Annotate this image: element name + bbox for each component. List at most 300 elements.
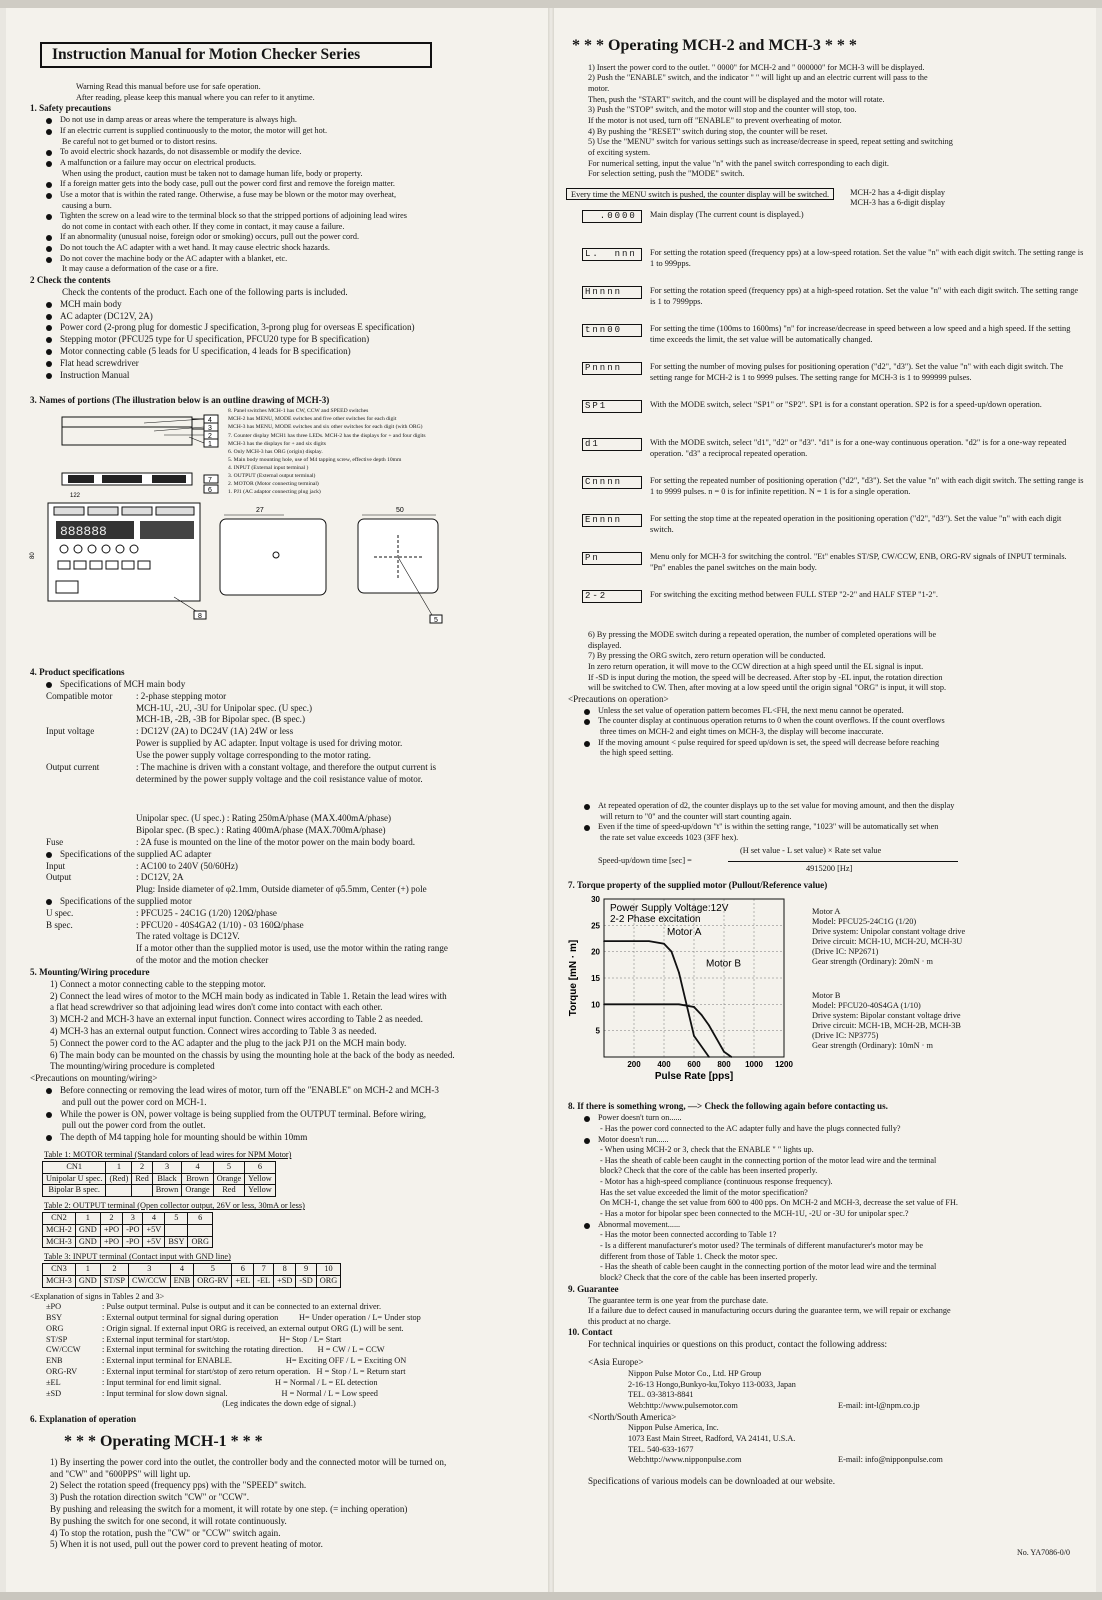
menu-description: For switching the exciting method between FULL STEP "2-2" and HALF STEP "1-2". <box>650 589 939 599</box>
asia-heading: <Asia Europe> <box>588 1357 644 1368</box>
troubleshooting-item: Abnormal movement...... <box>568 1220 1084 1231</box>
display-digit-note <box>850 188 945 208</box>
series-point <box>723 1051 725 1053</box>
mch23-step: 3) Push the "STOP" switch, and the motor will stop and the counter will stop, too. <box>588 105 857 115</box>
x-tick-label: 800 <box>717 1060 731 1070</box>
chart-title: Power Supply Voltage:12V <box>610 903 729 915</box>
mch1-step: By pushing the switch for one second, it will rotate continuously. <box>50 1515 287 1526</box>
na-address-line: 1073 East Main Street, Radford, VA 24141, U.S.A. <box>628 1434 796 1444</box>
spec-motor: Specifications of the supplied motor <box>30 896 544 908</box>
sign-value: : Pulse output terminal. Pulse is output and it can be connected to an external driver. <box>102 1302 382 1312</box>
mch23-step: 2) Push the "ENABLE" switch, and the indicator " " will light up and an electric current will pass to the <box>588 73 928 83</box>
sign-row <box>46 1302 544 1313</box>
mch1-step: 4) To stop the rotation, push the "CW" or "CCW" switch again. <box>50 1527 281 1538</box>
table-cell: +PO <box>100 1224 122 1236</box>
motor-a-line: (Drive IC: NP2671) <box>812 947 879 957</box>
operation-precaution: If the moving amount < pulse required for speed up/down is set, the speed will decrease before reaching <box>568 738 1084 749</box>
spec-row <box>24 920 544 932</box>
wiring-step: 6) The main body can be mounted on the chassis by using the mounting hole at the back of the body as needed. <box>50 1049 455 1060</box>
table-cell <box>165 1224 188 1236</box>
table-cell: +PO <box>100 1236 122 1248</box>
table-header-cell: 7 <box>254 1264 274 1276</box>
spec-row <box>24 825 544 837</box>
spec-key: Output current <box>46 761 100 772</box>
wiring-step: a flat head screwdriver so that adjoining lead wires don't come into contact with each other. <box>50 1002 383 1013</box>
sign-row <box>46 1378 544 1389</box>
menu-code: d1 <box>582 438 642 451</box>
sign-value: : External input terminal for start/stop of zero return operation. H = Stop / L = Return start <box>102 1367 406 1377</box>
table-cell: +5V <box>143 1224 165 1236</box>
spec-value: determined by the power supply voltage and the coil resistance value of motor. <box>136 773 423 784</box>
table-cell: Orange <box>213 1173 244 1185</box>
spec-value: Bipolar spec. (B spec.) : Rating 400mA/phase (MAX.700mA/phase) <box>136 825 386 836</box>
spec-value: : 2A fuse is mounted on the line of the motor power on the main body board. <box>136 836 416 847</box>
safety-item: When using the product, caution must be taken not to damage human life, body or property. <box>62 168 363 178</box>
spec-adapter: Specifications of the supplied AC adapter <box>30 849 544 861</box>
table-cell: GND <box>75 1224 100 1236</box>
wiring-precautions-heading: <Precautions on mounting/wiring> <box>30 1073 158 1084</box>
spec-value: Unipolar spec. (U spec.) : Rating 250mA/phase (MAX.400mA/phase) <box>136 813 392 824</box>
menu-description: For setting the rotation speed (frequency pps) at a high-speed rotation. Set the value "n" with each digit switch. The setting range is 1 to 7999pps. <box>650 285 1079 306</box>
table-header-cell: 9 <box>296 1264 316 1276</box>
asia-address-line: Nippon Pulse Motor Co., Ltd. HP Group <box>628 1368 762 1378</box>
series-point <box>678 1004 680 1006</box>
section-trouble-heading: 8. If there is something wrong, —> Check the following again before contacting us. <box>568 1101 888 1112</box>
x-tick-label: 600 <box>687 1060 701 1070</box>
wiring-step: 3) MCH-2 and MCH-3 have an external input function. Connect wires according to Table 2 as needed. <box>50 1014 423 1025</box>
table-cell <box>132 1185 152 1197</box>
table-cell: Unipolar U spec. <box>43 1173 106 1185</box>
asia-web-row <box>628 1401 1084 1412</box>
section-names-heading: 3. Names of portions (The illustration below is an outline drawing of MCH-3) <box>30 395 330 406</box>
sign-row <box>46 1367 544 1378</box>
table-motor-terminal <box>42 1161 276 1197</box>
na-heading: <North/South America> <box>588 1411 677 1422</box>
panel-switch <box>60 545 68 553</box>
sign-key: ORG-RV <box>46 1367 78 1377</box>
section-contact-heading: 10. Contact <box>568 1327 613 1338</box>
safety-item: Use a motor that is within the rated range. Otherwise, a fuse may be blown or the motor may overheat, <box>30 190 544 201</box>
mch3-digit-note: MCH-3 has a 6-digit display <box>850 197 946 207</box>
operation-precaution: the high speed setting. <box>600 748 674 758</box>
section-contents-heading: 2 Check the contents <box>30 275 111 286</box>
table1-caption: Table 1: MOTOR terminal (Standard colors of lead wires for NPM Motor) <box>44 1150 292 1160</box>
menu-list <box>562 210 1084 628</box>
spec-row <box>24 714 544 726</box>
guarantee-line: If a failure due to defect caused in manufacturing occurs during the guarantee term, we will repair or exchange <box>588 1306 951 1316</box>
table-cell: GND <box>75 1275 100 1287</box>
x-tick-label: 1000 <box>745 1060 763 1070</box>
legend-line: 5. Main body mounting hole, use of M4 tapping screw, effective depth 10mm <box>228 456 402 463</box>
sign-key: CW/CCW <box>46 1345 81 1355</box>
spec-key <box>24 703 136 715</box>
menu-description: For setting the rotation speed (frequency pps) at a low-speed rotation. Set the value "n" with each digit switch. The setting range is 1 to 999pps. <box>650 247 1084 268</box>
section-torque-heading: 7. Torque property of the supplied motor (Pullout/Reference value) <box>568 879 828 890</box>
table-row <box>43 1275 341 1287</box>
callout-4: 4 <box>208 417 212 425</box>
chart-subtitle: 2-2 Phase excitation <box>610 914 701 926</box>
document-number: No. YA7086-0/0 <box>1016 1547 1070 1557</box>
wiring-step: 5) Connect the power cord to the AC adapter and the plug to the jack PJ1 on the MCH main body. <box>50 1037 407 1048</box>
wiring-precaution: Before connecting or removing the lead wires of motor, turn off the "ENABLE" on MCH-2 and MCH-3 <box>30 1085 544 1097</box>
troubleshooting-item: block? Check that the core of the cable has been inserted properly. <box>600 1273 818 1283</box>
spec-row <box>24 908 544 920</box>
formula-denominator: 4915200 [Hz] <box>806 863 853 873</box>
safety-item: do not come in contact with each other. If they come in contact, it may cause a failure. <box>62 221 345 231</box>
asia-web-link[interactable]: Web:http://www.pulsemotor.com <box>628 1400 738 1410</box>
operation-precaution: the rate set value exceeds 1023 (3FF hex). <box>600 832 739 842</box>
troubleshooting-item: - Is a different manufacturer's motor used? The terminals of different manufacturer's motor may be <box>600 1241 924 1251</box>
callout-1: 1 <box>208 441 212 449</box>
sign-row <box>46 1356 544 1367</box>
menu-item <box>582 362 1084 400</box>
table-cell <box>188 1224 213 1236</box>
dim-122: 122 <box>70 493 81 500</box>
safety-item: Do not use in damp areas or areas where the temperature is always high. <box>30 115 544 126</box>
y-tick-label: 15 <box>591 974 600 984</box>
motor-a-line: Drive circuit: MCH-1U, MCH-2U, MCH-3U <box>812 937 963 947</box>
legend-line: 6. Only MCH-3 has ORG (origin) display. <box>228 448 323 455</box>
guarantee-line: The guarantee term is one year from the purchase date. <box>588 1295 769 1305</box>
contents-list <box>24 299 544 382</box>
menu-description: For setting the stop time at the repeated operation in the positioning operation ("d2", "d3"). Set the value "n" with each digit switch. <box>650 513 1062 534</box>
sign-key <box>46 1399 102 1410</box>
mch23-step: 6) By pressing the MODE switch during a repeated operation, the number of completed operations will be <box>588 629 937 639</box>
spec-key <box>24 825 136 837</box>
table-header-cell: CN3 <box>43 1264 76 1276</box>
table-header-cell: 4 <box>170 1264 194 1276</box>
sign-key: ±PO <box>46 1302 62 1312</box>
spec-row <box>24 861 544 873</box>
safety-item: Do not cover the machine body or the AC adapter with a blanket, etc. <box>30 254 544 265</box>
motor-b-line: Model: PFCU20-40S4GA (1/10) <box>812 1001 921 1011</box>
menu-code: SP1 <box>582 400 642 413</box>
wiring-precaution: While the power is ON, power voltage is being supplied from the OUTPUT terminal. Before wiring, <box>30 1109 544 1121</box>
menu-item <box>582 210 1084 248</box>
sign-row <box>46 1313 544 1324</box>
series-point <box>648 941 650 943</box>
contents-item: Motor connecting cable (5 leads for U specification, 4 leads for B specification) <box>30 346 544 358</box>
dim-50: 50 <box>396 507 404 515</box>
troubleshooting-item: different from those of Table 1. Check the motor spec. <box>600 1251 778 1261</box>
mch23-step: If the motor is not used, turn off "ENABLE" to prevent overheating of motor. <box>588 116 842 126</box>
series-point <box>663 943 665 945</box>
names-legend <box>228 407 544 496</box>
spec-value: MCH-1B, -2B, -3B for Bipolar spec. (B spec.) <box>136 714 305 725</box>
mch23-step: If -SD is input during the motion, the speed will be decreased. After stop by -EL input, the rotation direction <box>588 672 943 682</box>
series-point <box>708 1025 710 1027</box>
menu-code: 2-2 <box>582 590 642 603</box>
page-top-edge <box>0 0 1102 8</box>
spec-row <box>24 726 544 738</box>
operation-precaution: will return to "0" and the counter will start counting again. <box>600 811 792 821</box>
spec-value: Plug: Inside diameter of φ2.1mm, Outside diameter of φ5.5mm, Center (+) pole <box>136 884 427 895</box>
operation-precautions <box>562 706 1084 759</box>
table-header-cell: 4 <box>182 1161 213 1173</box>
menu-item <box>582 552 1084 590</box>
operation-precaution: The counter display at continuous operation returns to 0 when the count overflows. If the count overflows <box>568 716 1084 727</box>
table2-caption: Table 2: OUTPUT terminal (Open collector output, 26V or less, 30mA or less) <box>44 1201 305 1211</box>
table-cell: CW/CCW <box>129 1275 171 1287</box>
mch23-step: will be switched to CW. Then, after moving at a low speed until the origin signal "ORG" is input, it will stop. <box>588 683 947 693</box>
dim-27: 27 <box>256 507 264 515</box>
contents-item: Instruction Manual <box>30 370 544 382</box>
warning-line-1: Warning Read this manual before use for safe operation. <box>76 82 261 92</box>
mch23-step: For numerical setting, input the value "n" with the panel switch corresponding to each digit. <box>588 158 889 168</box>
table-cell: Orange <box>182 1185 213 1197</box>
spec-key <box>24 884 136 896</box>
safety-item: causing a burn. <box>62 200 112 210</box>
menu-code: Pnnnn <box>582 362 642 375</box>
mch1-step: By pushing and releasing the switch for a moment, it will rotate by one step. (= inching operation) <box>50 1504 408 1515</box>
menu-code: tnn00 <box>582 324 642 337</box>
table-cell: -PO <box>123 1236 143 1248</box>
troubleshooting-item: block? Check that the core of the cable has been inserted properly. <box>600 1166 818 1176</box>
table-cell: +5V <box>143 1236 165 1248</box>
table-cell: Red <box>213 1185 244 1197</box>
series-label-motor-b: Motor B <box>706 958 742 970</box>
table-header-cell: 1 <box>106 1161 132 1173</box>
series-point <box>678 972 680 974</box>
spec-key: Input <box>46 860 66 871</box>
spec-key <box>24 943 136 955</box>
menu-item <box>582 590 1084 628</box>
mch2-digit-note: MCH-2 has a 4-digit display <box>850 188 946 198</box>
formula-numerator: (H set value - L set value) × Rate set value <box>740 845 882 855</box>
mch1-step: and "CW" and "600PPS" will light up. <box>50 1468 191 1479</box>
table-header-cell: 6 <box>188 1213 213 1225</box>
spec-value: The rated voltage is DC12V. <box>136 931 240 942</box>
mch23-step: 1) Insert the power cord to the outlet. " 0000" for MCH-2 and " 000000" for MCH-3 will be displayed. <box>588 62 925 72</box>
page-fold <box>548 8 554 1592</box>
legend-line: MCH-3 has MENU, MODE switches and six other switches for each digit (with ORG) <box>228 424 423 431</box>
spec-value: of the motor and the motion checker <box>136 955 269 966</box>
troubleshooting-item: - Has the power cord connected to the AC adapter fully and have the plugs connected fully? <box>600 1123 901 1133</box>
series-point <box>708 1057 710 1059</box>
spec-value: : The machine is driven with a constant voltage, and therefore the output current is <box>136 761 437 772</box>
operation-precaution: At repeated operation of d2, the counter displays up to the set value for moving amount, and then the display <box>568 801 1084 812</box>
menu-code: Hnnnn <box>582 286 642 299</box>
table-row <box>43 1161 276 1173</box>
troubleshooting-item: - Motor has a high-speed compliance (continuous response frequency). <box>600 1177 833 1187</box>
dim-80: 80 <box>30 552 36 560</box>
contents-item: Stepping motor (PFCU25 type for U specification, PFCU20 type for B specification) <box>30 334 544 346</box>
series-point <box>731 1057 733 1059</box>
x-tick-label: 1200 <box>775 1060 793 1070</box>
troubleshooting-item: - Has the motor been connected according to Table 1? <box>600 1230 777 1240</box>
mch23-step: 5) Use the "MENU" switch for various settings such as increase/decrease in speed, repeat setting and switching <box>588 137 953 147</box>
table-cell: Black <box>152 1173 182 1185</box>
safety-list <box>24 115 544 275</box>
operation-precaution: Even if the time of speed-up/down "t" is within the setting range, "1023" will be automatically set when <box>568 822 1084 833</box>
motor-a-line: Motor A <box>812 907 841 917</box>
guarantee-line: this product at no charge. <box>588 1316 671 1326</box>
na-web-link[interactable]: Web:http://www.nipponpulse.com <box>628 1455 742 1465</box>
menu-item <box>582 286 1084 324</box>
motor-b-line: Motor B <box>812 991 841 1001</box>
table-cell: Yellow <box>245 1185 276 1197</box>
sign-value: : Input terminal for end limit signal. H = Normal / L = EL detection <box>102 1377 378 1387</box>
wiring-precaution: The depth of M4 tapping hole for mounting should be within 10mm <box>30 1132 544 1144</box>
menu-description: Main display (The current count is displayed.) <box>650 209 804 219</box>
legend-line: MCH-3 has the displays for + and six digits <box>228 440 326 447</box>
table-cell: MCH-3 <box>43 1236 76 1248</box>
series-point <box>671 951 673 953</box>
wiring-step: 4) MCH-3 has an external output function. Connect wires according to Table 3 as needed. <box>50 1025 377 1036</box>
spec-value: : PFCU20 - 40S4GA2 (1/10) - 03 160Ω/phase <box>136 919 304 930</box>
table-cell: Bipolar B spec. <box>43 1185 106 1197</box>
sign-value: : External input terminal for start/stop. H= Stop / L= Start <box>102 1334 342 1344</box>
table-input-terminal <box>42 1263 341 1288</box>
callout-5: 5 <box>434 617 438 625</box>
manual-title: Instruction Manual for Motion Checker Series <box>40 42 432 68</box>
callout-8: 8 <box>198 613 202 621</box>
troubleshooting-item: Power doesn't turn on...... <box>568 1113 1084 1124</box>
y-tick-label: 30 <box>591 895 600 905</box>
asia-address-line: TEL. 03-3813-8841 <box>628 1390 694 1400</box>
motor-a-line: Model: PFCU25-24C1G (1/20) <box>812 917 917 927</box>
na-address-line: Nippon Pulse America, Inc. <box>628 1423 719 1433</box>
motor-b-line: Drive circuit: MCH-1B, MCH-2B, MCH-3B <box>812 1021 961 1031</box>
table-cell: +SD <box>274 1275 296 1287</box>
spec-row <box>24 872 544 884</box>
operation-precaution: three times on MCH-2 and eight times on MCH-3, the display will become inaccurate. <box>600 726 884 736</box>
mch23-heading: * * * Operating MCH-2 and MCH-3 * * * <box>572 37 857 54</box>
troubleshooting-item: - Has a motor for bipolar spec been connected to the MCH-1U, -2U or -3U for unipolar spec.? <box>600 1209 909 1219</box>
table-header-cell: 3 <box>129 1264 171 1276</box>
spec-row <box>24 738 544 750</box>
signs-heading: <Explanation of signs in Tables 2 and 3> <box>30 1291 165 1301</box>
menu-description: For setting the time (100ms to 1600ms) "n" for increase/decrease in speed between a low speed and a high speed. If the setting time exceeds the limit, the set value will be automatically changed. <box>650 323 1071 344</box>
motor-b-line: Drive system: Bipolar constant voltage drive <box>812 1011 961 1021</box>
spec-row <box>24 943 544 955</box>
table-cell: MCH-2 <box>43 1224 76 1236</box>
table-row <box>43 1264 341 1276</box>
table-output-terminal <box>42 1212 213 1248</box>
left-column <box>24 8 544 1592</box>
spec-key: B spec. <box>46 919 73 930</box>
spec-key: U spec. <box>46 907 74 918</box>
spec-main-body: Specifications of MCH main body <box>30 679 544 691</box>
mch1-step: 5) When it is not used, pull out the power cord to prevent heating of motor. <box>50 1539 323 1550</box>
logo-box <box>56 581 78 593</box>
contact-intro: For technical inquiries or questions on this product, contact the following address: <box>588 1339 888 1350</box>
y-tick-label: 5 <box>595 1027 600 1037</box>
legend-line: 3. OUTPUT (External output terminal) <box>228 473 316 480</box>
sign-row <box>46 1345 544 1356</box>
sign-key: ORG <box>46 1323 64 1333</box>
menu-description: For setting the repeated number of positioning operation ("d2", "d3"). Set the value "n" with each digit switch. The setting range is 1 to 9999 pulses. n = 0 is for infinite repetition. N = 1 is for a single operation. <box>650 475 1084 496</box>
table-cell: GND <box>75 1236 100 1248</box>
table-cell: Brown <box>152 1185 182 1197</box>
download-note: Specifications of various models can be downloaded at our website. <box>588 1476 835 1487</box>
asia-address-line: 2-16-13 Hongo,Bunkyo-ku,Tokyo 113-0033, Japan <box>628 1379 796 1389</box>
spec-key <box>24 955 136 967</box>
menu-code: L. nnn <box>582 248 642 261</box>
table-header-cell: CN1 <box>43 1161 106 1173</box>
table-cell: Yellow <box>245 1173 276 1185</box>
series-point <box>701 1014 703 1016</box>
safety-item: If a foreign matter gets into the body case, pull out the power cord first and remove the foreign matter. <box>30 179 544 190</box>
sign-row <box>46 1399 544 1410</box>
motor-a-line: Drive system: Unipolar constant voltage drive <box>812 927 966 937</box>
spec-main-rows <box>24 691 544 786</box>
troubleshooting-item: On MCH-1, change the set value from 600 to 400 pps. On MCH-2 and MCH-3, decrease the set value of FH. <box>600 1198 958 1208</box>
spec-row <box>24 837 544 849</box>
callout-6: 6 <box>208 487 212 495</box>
menu-cycle-note: Every time the MENU switch is pushed, the counter display will be switched. <box>566 188 834 200</box>
wiring-precautions <box>24 1085 544 1144</box>
x-tick-label: 200 <box>627 1060 641 1070</box>
spec-row <box>24 931 544 943</box>
operation-precautions-2 <box>562 801 1084 844</box>
table3-caption: Table 3: INPUT terminal (Contact input with GND line) <box>44 1252 231 1262</box>
mch23-step: 4) By pushing the "RESET" switch during stop, the counter will be reset. <box>588 126 828 136</box>
spec-value: Power is supplied by AC adapter. Input voltage is used for driving motor. <box>136 738 403 749</box>
safety-item: A malfunction or a failure may occur on electrical products. <box>30 158 544 169</box>
na-email-link[interactable]: E-mail: info@nipponpulse.com <box>838 1455 943 1465</box>
menu-item <box>582 400 1084 438</box>
series-point <box>693 1007 695 1009</box>
safety-item: Do not touch the AC adapter with a wet hand. It may cause electric shock hazards. <box>30 243 544 254</box>
page-bottom-edge <box>0 1592 1102 1600</box>
menu-item <box>582 476 1084 514</box>
troubleshooting-item: - When using MCH-2 or 3, check that the ENABLE " " lights up. <box>600 1145 814 1155</box>
spec-key: Input voltage <box>46 726 95 737</box>
section-specs-heading: 4. Product specifications <box>30 667 125 678</box>
spec-row <box>24 884 544 896</box>
troubleshooting-item: - Has the sheath of cable been caught in the connecting portion of the motor lead wire and the terminal <box>600 1262 937 1272</box>
contents-item: AC adapter (DC12V, 2A) <box>30 311 544 323</box>
spec-output-rows <box>24 813 544 848</box>
panel-switch <box>102 545 110 553</box>
table-header-cell: 10 <box>316 1264 341 1276</box>
table-cell: ORG <box>316 1275 341 1287</box>
menu-item <box>582 248 1084 286</box>
table-cell: ORG-RV <box>194 1275 232 1287</box>
x-axis-label: Pulse Rate [pps] <box>654 1071 734 1083</box>
safety-item: If an abnormality (unusual noise, foreign odor or smoking) occurs, pull out the power cord. <box>30 232 544 243</box>
spec-value: Use the power supply voltage corresponding to the motor rating. <box>136 749 371 760</box>
spec-row <box>24 774 544 786</box>
table-cell <box>106 1185 132 1197</box>
spec-row <box>24 750 544 762</box>
troubleshooting-list <box>562 1113 1084 1284</box>
table-row <box>43 1213 213 1225</box>
outline-drawing <box>24 407 544 667</box>
mch23-step: Then, push the "START" switch, and the count will be displayed and the motor will rotate. <box>588 94 885 104</box>
wiring-step: 1) Connect a motor connecting cable to the stepping motor. <box>50 978 266 989</box>
contents-intro: Check the contents of the product. Each one of the following parts is included. <box>62 286 348 297</box>
spec-value: If a motor other than the supplied motor is used, use the motor within the rating range <box>136 943 448 954</box>
table-header-cell: 2 <box>100 1213 122 1225</box>
table-cell: ENB <box>170 1275 194 1287</box>
formula-lhs: Speed-up/down time [sec] = <box>598 855 692 865</box>
table-header-cell: 6 <box>232 1264 254 1276</box>
series-point <box>693 1036 695 1038</box>
troubleshooting-item: - Has the sheath of cable been caught in the connecting portion of the motor lead wire and the terminal <box>600 1155 937 1165</box>
spec-key <box>24 813 136 825</box>
wiring-precaution: and pull out the power cord on MCH-1. <box>62 1096 207 1107</box>
spec-key: Fuse <box>46 836 64 847</box>
mch23-steps-continued <box>562 630 1084 694</box>
spec-row <box>24 955 544 967</box>
asia-email-link[interactable]: E-mail: int-l@npm.co.jp <box>838 1400 920 1410</box>
table-cell: +EL <box>232 1275 254 1287</box>
mch1-steps <box>24 1457 544 1552</box>
safety-item: Tighten the screw on a lead wire to the terminal block so that the stripped portions of adjoining lead wires <box>30 211 544 222</box>
na-address-line: TEL. 540-633-1677 <box>628 1444 694 1454</box>
